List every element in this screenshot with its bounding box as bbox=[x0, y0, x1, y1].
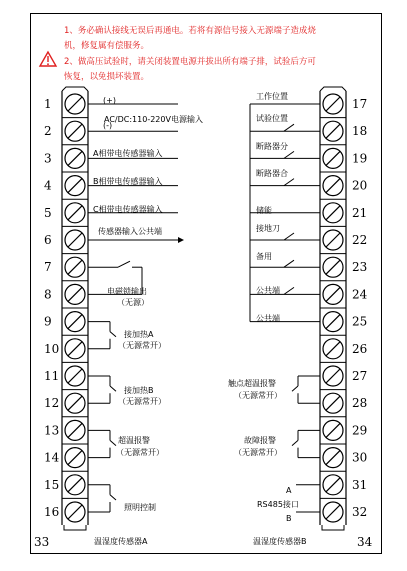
label-work-position: 工作位置 bbox=[256, 92, 288, 101]
label-heat-a-passive: （无源常开） bbox=[118, 341, 166, 350]
label-humidity-sensor-a: 温湿度传感器A bbox=[94, 537, 148, 546]
terminal-number-13: 13 bbox=[44, 423, 60, 438]
label-rs485: RS485接口 bbox=[257, 500, 299, 509]
right-terminal-block bbox=[320, 87, 368, 530]
label-c-phase: C相带电传感器输入 bbox=[93, 205, 163, 214]
terminal-number-18: 18 bbox=[352, 124, 368, 139]
terminal-number-9: 9 bbox=[44, 314, 52, 329]
label-b-phase: B相带电传感器输入 bbox=[93, 177, 163, 186]
label-fault-passive: （无源常开） bbox=[234, 448, 282, 457]
terminal-number-8: 8 bbox=[44, 287, 52, 302]
label-sensor-common: 传感器输入公共端 bbox=[98, 227, 162, 236]
terminal-number-27: 27 bbox=[352, 369, 368, 383]
terminal-number-15: 15 bbox=[44, 477, 60, 492]
label-test-position: 试验位置 bbox=[256, 114, 288, 123]
terminal-number-33: 33 bbox=[34, 535, 50, 549]
warning-line-3: 2、做高压试验时，请关闭装置电源并拔出所有端子排，试验后方可 bbox=[64, 57, 316, 67]
terminal-number-6: 6 bbox=[44, 233, 52, 247]
terminal-number-12: 12 bbox=[44, 396, 60, 411]
terminal-number-22: 22 bbox=[352, 233, 368, 247]
label-overtemp: 超温报警 bbox=[118, 436, 150, 445]
label-heat-b-passive: （无源常开） bbox=[118, 397, 166, 406]
terminal-number-24: 24 bbox=[352, 287, 368, 302]
label-humidity-sensor-b: 温湿度传感器B bbox=[253, 537, 307, 546]
terminal-number-11: 11 bbox=[44, 369, 60, 383]
label-plus: (+) bbox=[103, 96, 116, 105]
left-terminal-block bbox=[44, 87, 88, 530]
terminal-number-21: 21 bbox=[352, 205, 368, 220]
terminal-number-26: 26 bbox=[352, 341, 368, 356]
terminal-number-28: 28 bbox=[352, 396, 368, 411]
label-heat-a: 接加热A bbox=[124, 330, 154, 339]
terminal-number-29: 29 bbox=[352, 423, 368, 438]
warning-line-4: 恢复，以免损坏装置。 bbox=[64, 72, 150, 82]
label-lock-passive: （无源） bbox=[117, 298, 149, 307]
warning-line-2: 机，修复属有偿服务。 bbox=[64, 41, 150, 51]
label-lighting: 照明控制 bbox=[124, 503, 156, 512]
terminal-number-16: 16 bbox=[44, 505, 60, 519]
terminal-number-25: 25 bbox=[352, 314, 368, 329]
terminal-number-31: 31 bbox=[352, 477, 368, 492]
label-spare: 备用 bbox=[256, 252, 272, 261]
label-lock-output: 电磁锁输出 bbox=[107, 287, 147, 296]
terminal-number-20: 20 bbox=[352, 178, 368, 193]
terminal-number-19: 19 bbox=[352, 151, 368, 166]
terminal-number-34: 34 bbox=[357, 535, 373, 549]
label-minus: (-) bbox=[103, 121, 113, 130]
warning-line-1: 1、务必确认接线无误后再通电。若将有源信号接入无源端子造成烧 bbox=[64, 26, 316, 36]
label-earth-knife: 接地刀 bbox=[256, 224, 280, 233]
label-common-2: 公共端 bbox=[256, 314, 280, 323]
terminal-number-17: 17 bbox=[352, 97, 368, 111]
label-heat-b: 接加热B bbox=[124, 386, 154, 395]
terminal-number-3: 3 bbox=[44, 151, 52, 166]
terminal-number-32: 32 bbox=[352, 505, 368, 519]
terminal-number-2: 2 bbox=[44, 124, 52, 139]
terminal-number-1: 1 bbox=[44, 97, 52, 111]
label-a-phase: A相带电传感器输入 bbox=[93, 149, 163, 158]
label-breaker-close: 断路器合 bbox=[256, 169, 288, 178]
label-energy-storage: 储能 bbox=[256, 206, 272, 215]
label-contact-overtemp: 触点超温报警 bbox=[228, 379, 276, 388]
label-fault: 故障报警 bbox=[244, 436, 276, 445]
terminal-number-14: 14 bbox=[44, 450, 60, 465]
terminal-number-7: 7 bbox=[44, 260, 52, 275]
terminal-number-23: 23 bbox=[352, 260, 368, 275]
label-contact-overtemp-passive: （无源常开） bbox=[234, 391, 282, 400]
label-rs485-b: B bbox=[286, 514, 292, 523]
label-rs485-a: A bbox=[286, 486, 292, 495]
terminal-number-4: 4 bbox=[44, 178, 52, 193]
label-breaker-open: 断路器分 bbox=[256, 142, 288, 151]
terminal-number-10: 10 bbox=[44, 341, 60, 356]
label-power-input: AC/DC:110-220V电源输入 bbox=[104, 115, 203, 124]
label-overtemp-passive: （无源常开） bbox=[116, 448, 164, 457]
terminal-number-30: 30 bbox=[352, 450, 368, 465]
terminal-number-5: 5 bbox=[44, 205, 52, 220]
label-common-1: 公共端 bbox=[256, 286, 280, 295]
